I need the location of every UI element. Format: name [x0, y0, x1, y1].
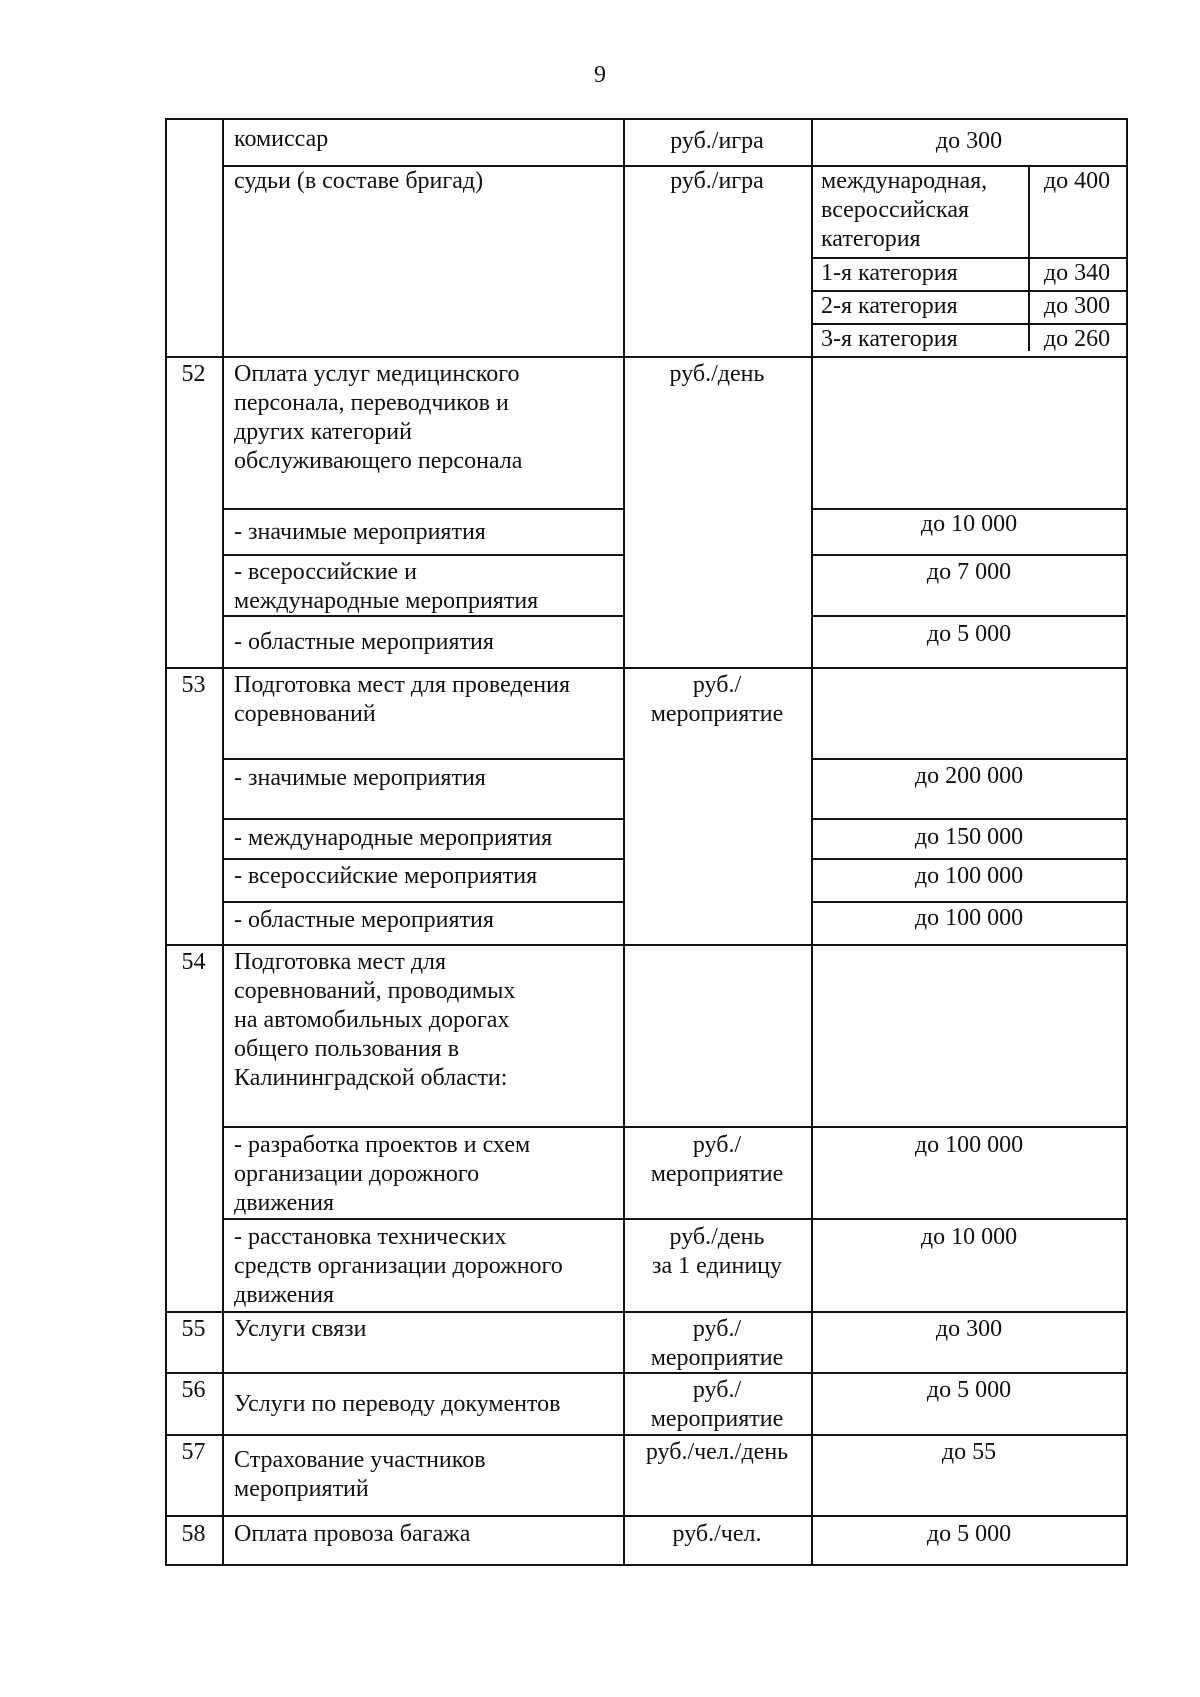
row-divider: [165, 1434, 1127, 1436]
judges-category-label: 3-я категория: [821, 326, 958, 352]
row-52-item-name: - областные мероприятия: [234, 629, 494, 655]
row-56-name: Услуги по переводу документов: [234, 1391, 561, 1417]
row-divider: [811, 615, 1127, 617]
row-divider: [165, 356, 1127, 358]
commissar-name: комиссар: [234, 126, 329, 152]
judges-name: судьи (в составе бригад): [234, 168, 484, 194]
row-53-item-value: до 100 000: [914, 905, 1024, 931]
row-57-number: 57: [181, 1439, 206, 1465]
row-56-number: 56: [181, 1377, 206, 1403]
row-divider: [165, 1515, 1127, 1517]
judges-category-label: международная, всероссийская категория: [821, 168, 988, 252]
tariff-table: [165, 118, 1127, 1566]
judges-unit: руб./игра: [670, 168, 764, 194]
row-54-name: Подготовка мест для соревнований, проводимых на автомобильных дорогах общего пользования в Калининградской области:: [234, 949, 516, 1091]
row-55-name: Услуги связи: [234, 1316, 367, 1342]
row-53-unit: руб./ мероприятие: [650, 672, 784, 727]
judges-category-value: до 340: [1043, 260, 1111, 286]
row-52-unit: руб./день: [669, 361, 765, 387]
table-border-left: [165, 118, 167, 1566]
row-divider: [222, 858, 623, 860]
row-divider: [811, 554, 1127, 556]
row-53-item-name: - всероссийские мероприятия: [234, 863, 538, 889]
row-divider: [165, 667, 1127, 669]
row-divider: [165, 944, 1127, 946]
row-52-name: Оплата услуг медицинского персонала, переводчиков и других категорий обслуживающего персонала: [234, 361, 523, 474]
row-divider: [811, 818, 1127, 820]
row-divider: [222, 1218, 1127, 1220]
row-57-unit: руб./чел./день: [645, 1439, 789, 1465]
row-54-item-name: - разработка проектов и схем организации дорожного движения: [234, 1132, 531, 1216]
row-53-item-value: до 100 000: [914, 863, 1024, 889]
judges-category-label: 2-я категория: [821, 293, 958, 319]
column-divider-name: [222, 118, 224, 1566]
row-divider: [165, 1311, 1127, 1313]
row-52-item-value: до 5 000: [926, 621, 1012, 647]
row-52-item-name: - всероссийские и международные мероприятия: [234, 559, 539, 614]
row-58-unit: руб./чел.: [672, 1521, 762, 1547]
row-divider: [811, 858, 1127, 860]
row-54-item-value: до 100 000: [914, 1132, 1024, 1158]
judges-category-value: до 400: [1043, 168, 1111, 194]
commissar-unit: руб./игра: [670, 128, 764, 154]
row-divider: [222, 818, 623, 820]
row-52-item-value: до 7 000: [926, 559, 1012, 585]
row-53-number: 53: [181, 672, 206, 698]
row-57-name: Страхование участников мероприятий: [234, 1447, 486, 1502]
row-53-name: Подготовка мест для проведения соревнований: [234, 672, 570, 727]
row-55-value: до 300: [935, 1316, 1003, 1342]
row-55-unit: руб./ мероприятие: [650, 1316, 784, 1371]
row-58-number: 58: [181, 1521, 206, 1547]
row-56-unit: руб./ мероприятие: [650, 1377, 784, 1432]
row-divider: [811, 901, 1127, 903]
table-border-top: [165, 118, 1127, 120]
page-number: 9: [594, 62, 606, 88]
row-52-item-value: до 10 000: [920, 511, 1018, 537]
row-58-name: Оплата провоза багажа: [234, 1521, 471, 1547]
row-53-item-name: - международные мероприятия: [234, 825, 553, 851]
row-54-number: 54: [181, 949, 206, 975]
row-57-value: до 55: [941, 1439, 997, 1465]
commissar-value: до 300: [935, 128, 1003, 154]
row-54-item-value: до 10 000: [920, 1224, 1018, 1250]
row-53-item-name: - областные мероприятия: [234, 907, 494, 933]
row-53-item-value: до 200 000: [914, 763, 1024, 789]
judges-category-value: до 260: [1043, 326, 1111, 352]
row-54-item-unit: руб./день за 1 единицу: [651, 1224, 783, 1279]
judges-category-value: до 300: [1043, 293, 1111, 319]
row-52-number: 52: [181, 361, 206, 387]
row-54-item-unit: руб./ мероприятие: [650, 1132, 784, 1187]
judges-category-label: 1-я категория: [821, 260, 958, 286]
row-52-item-name: - значимые мероприятия: [234, 519, 486, 545]
row-divider: [222, 901, 623, 903]
row-divider: [811, 758, 1127, 760]
row-divider: [222, 508, 623, 510]
row-divider: [222, 554, 623, 556]
row-56-value: до 5 000: [926, 1377, 1012, 1403]
row-divider: [222, 1126, 1127, 1128]
row-divider: [222, 758, 623, 760]
row-53-item-name: - значимые мероприятия: [234, 765, 486, 791]
row-55-number: 55: [181, 1316, 206, 1342]
row-58-value: до 5 000: [926, 1521, 1012, 1547]
table-border-bottom: [165, 1564, 1127, 1566]
row-54-item-name: - расстановка технических средств организации дорожного движения: [234, 1224, 563, 1308]
row-53-item-value: до 150 000: [914, 824, 1024, 850]
